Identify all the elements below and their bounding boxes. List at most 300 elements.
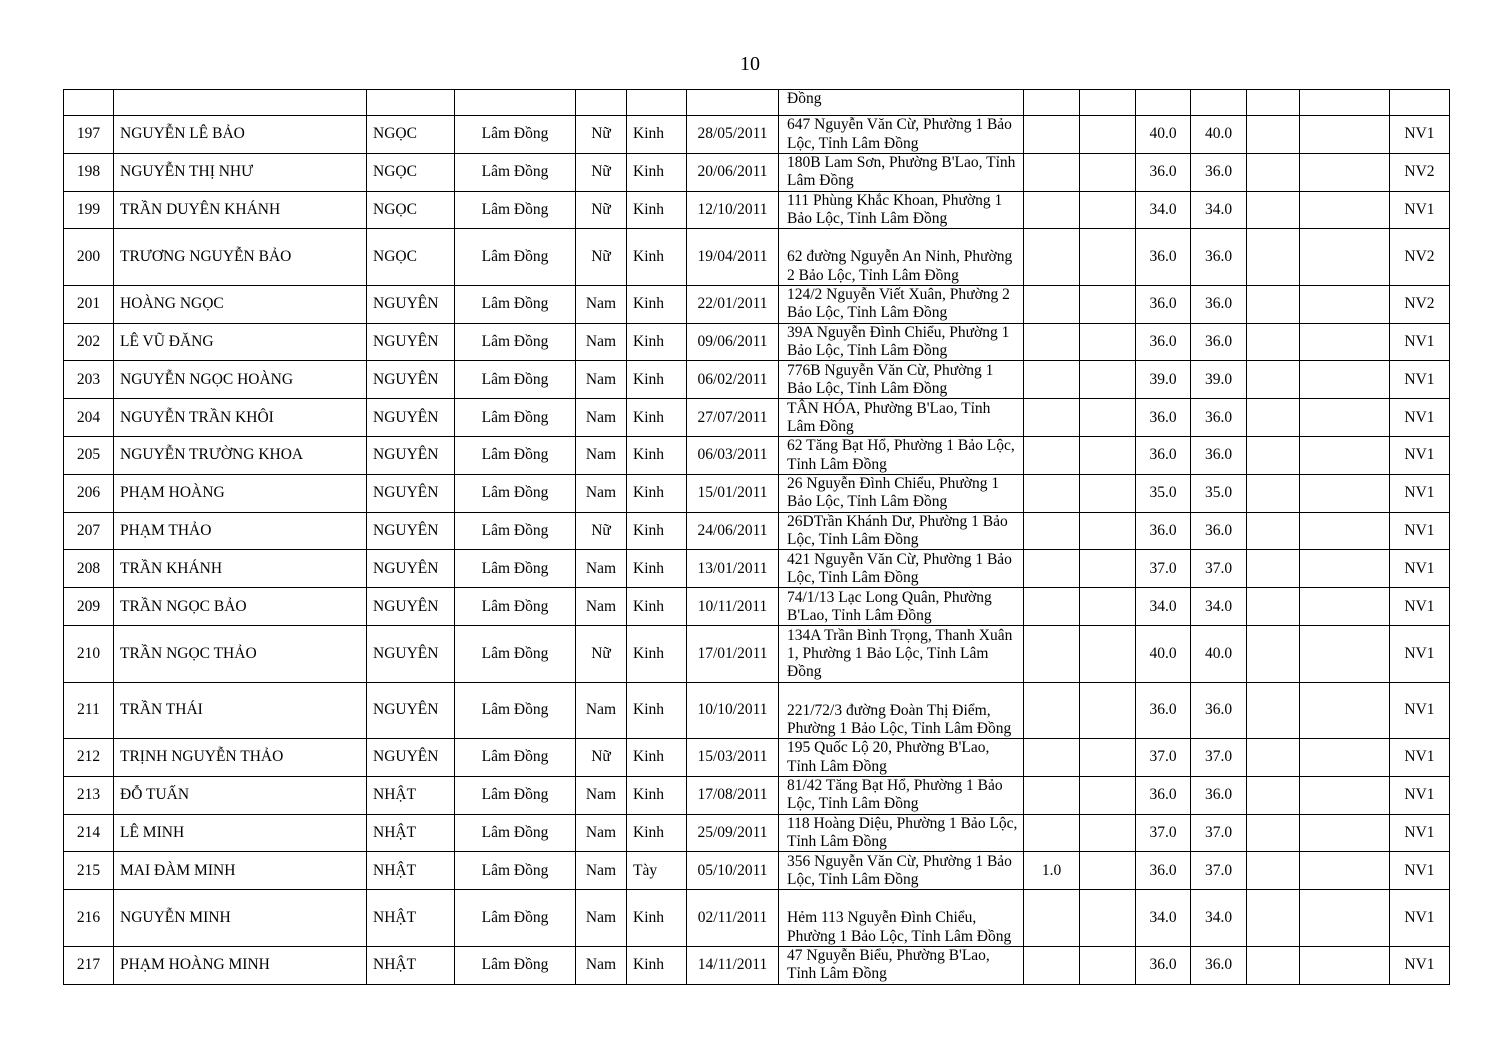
cell-stt: 211 [64, 682, 114, 739]
cell-given-name: NGUYÊN [367, 474, 455, 512]
cell-stt: 207 [64, 512, 114, 550]
cell-bonus-points [1080, 285, 1136, 323]
cell-family-name: LÊ VŨ ĐĂNG [114, 323, 367, 361]
cell-stt: 203 [64, 361, 114, 399]
cell-bonus-points [1080, 739, 1136, 777]
cell-preference: NV1 [1390, 890, 1450, 947]
cell-gender: Nam [576, 361, 627, 399]
cell-empty [1136, 90, 1191, 116]
cell-total: 40.0 [1191, 626, 1247, 683]
cell-empty [1390, 90, 1450, 116]
cell-given-name: NGUYÊN [367, 399, 455, 437]
cell-preference: NV1 [1390, 437, 1450, 475]
cell-stt: 212 [64, 739, 114, 777]
cell-preference: NV1 [1390, 550, 1450, 588]
cell-birth-date: 27/07/2011 [687, 399, 779, 437]
cell-bonus-points [1080, 626, 1136, 683]
cell-extra-1 [1247, 399, 1300, 437]
cell-preference: NV1 [1390, 588, 1450, 626]
cell-preference: NV2 [1390, 285, 1450, 323]
cell-birthplace: Lâm Đồng [455, 512, 576, 550]
cell-ethnicity: Kinh [627, 739, 687, 777]
cell-score: 34.0 [1136, 588, 1191, 626]
cell-empty [1300, 90, 1390, 116]
cell-bonus-points [1080, 229, 1136, 286]
cell-extra-2 [1300, 116, 1390, 154]
cell-ethnicity: Kinh [627, 153, 687, 191]
cell-score: 39.0 [1136, 361, 1191, 399]
cell-extra-2 [1300, 399, 1390, 437]
cell-bonus-points [1080, 474, 1136, 512]
cell-address: 47 Nguyễn Biểu, Phường B'Lao, Tỉnh Lâm Đồng [779, 946, 1024, 984]
cell-stt: 215 [64, 852, 114, 890]
cell-extra-2 [1300, 323, 1390, 361]
cell-birthplace: Lâm Đồng [455, 191, 576, 229]
cell-priority-points [1024, 588, 1080, 626]
cell-empty [367, 90, 455, 116]
cell-score: 36.0 [1136, 399, 1191, 437]
cell-given-name: NGUYÊN [367, 682, 455, 739]
cell-extra-1 [1247, 739, 1300, 777]
cell-extra-1 [1247, 626, 1300, 683]
cell-bonus-points [1080, 852, 1136, 890]
cell-birth-date: 22/01/2011 [687, 285, 779, 323]
cell-birthplace: Lâm Đồng [455, 153, 576, 191]
cell-birthplace: Lâm Đồng [455, 588, 576, 626]
cell-score: 36.0 [1136, 153, 1191, 191]
cell-gender: Nam [576, 323, 627, 361]
cell-birthplace: Lâm Đồng [455, 682, 576, 739]
table-row [64, 323, 1450, 361]
cell-total: 34.0 [1191, 890, 1247, 947]
cell-priority-points [1024, 153, 1080, 191]
cell-total: 36.0 [1191, 323, 1247, 361]
cell-extra-2 [1300, 437, 1390, 475]
cell-stt: 202 [64, 323, 114, 361]
cell-bonus-points [1080, 512, 1136, 550]
cell-gender: Nữ [576, 153, 627, 191]
cell-total: 36.0 [1191, 285, 1247, 323]
cell-stt: 197 [64, 116, 114, 154]
cell-ethnicity: Kinh [627, 588, 687, 626]
cell-extra-2 [1300, 474, 1390, 512]
cell-total: 36.0 [1191, 437, 1247, 475]
cell-given-name: NGUYÊN [367, 739, 455, 777]
cell-ethnicity: Kinh [627, 626, 687, 683]
cell-score: 37.0 [1136, 814, 1191, 852]
cell-total: 36.0 [1191, 399, 1247, 437]
cell-bonus-points [1080, 361, 1136, 399]
cell-birth-date: 06/03/2011 [687, 437, 779, 475]
cell-stt: 210 [64, 626, 114, 683]
cell-preference: NV1 [1390, 626, 1450, 683]
cell-family-name: ĐỖ TUẤN [114, 776, 367, 814]
cell-score: 36.0 [1136, 946, 1191, 984]
cell-score: 36.0 [1136, 776, 1191, 814]
cell-birthplace: Lâm Đồng [455, 361, 576, 399]
cell-priority-points [1024, 474, 1080, 512]
cell-family-name: TRẦN KHÁNH [114, 550, 367, 588]
cell-family-name: PHẠM HOÀNG MINH [114, 946, 367, 984]
cell-priority-points [1024, 323, 1080, 361]
cell-total: 36.0 [1191, 776, 1247, 814]
cell-empty [455, 90, 576, 116]
cell-bonus-points [1080, 550, 1136, 588]
table-row [64, 814, 1450, 852]
cell-total: 36.0 [1191, 153, 1247, 191]
cell-given-name: NGUYÊN [367, 437, 455, 475]
cell-birthplace: Lâm Đồng [455, 323, 576, 361]
cell-given-name: NHẬT [367, 814, 455, 852]
cell-preference: NV1 [1390, 323, 1450, 361]
cell-birthplace: Lâm Đồng [455, 852, 576, 890]
cell-address: 74/1/13 Lạc Long Quân, Phường B'Lao, Tỉnh Lâm Đồng [779, 588, 1024, 626]
cell-gender: Nam [576, 285, 627, 323]
cell-preference: NV1 [1390, 399, 1450, 437]
cell-stt: 206 [64, 474, 114, 512]
cell-birthplace: Lâm Đồng [455, 399, 576, 437]
cell-ethnicity: Kinh [627, 890, 687, 947]
cell-extra-1 [1247, 588, 1300, 626]
cell-extra-2 [1300, 191, 1390, 229]
cell-birth-date: 09/06/2011 [687, 323, 779, 361]
cell-priority-points [1024, 437, 1080, 475]
cell-birthplace: Lâm Đồng [455, 550, 576, 588]
cell-extra-2 [1300, 946, 1390, 984]
cell-extra-2 [1300, 153, 1390, 191]
cell-birth-date: 05/10/2011 [687, 852, 779, 890]
cell-stt: 201 [64, 285, 114, 323]
cell-extra-2 [1300, 682, 1390, 739]
cell-ethnicity: Kinh [627, 814, 687, 852]
cell-ethnicity: Kinh [627, 229, 687, 286]
cell-stt: 199 [64, 191, 114, 229]
table-row [64, 437, 1450, 475]
cell-gender: Nam [576, 682, 627, 739]
cell-birth-date: 20/06/2011 [687, 153, 779, 191]
table-row [64, 399, 1450, 437]
cell-address: 180B Lam Sơn, Phường B'Lao, Tỉnh Lâm Đồng [779, 153, 1024, 191]
cell-family-name: MAI ĐÀM MINH [114, 852, 367, 890]
cell-given-name: NGUYÊN [367, 361, 455, 399]
cell-extra-1 [1247, 512, 1300, 550]
cell-family-name: TRẦN NGỌC BẢO [114, 588, 367, 626]
page-number: 10 [740, 53, 760, 75]
cell-priority-points [1024, 890, 1080, 947]
cell-priority-points [1024, 550, 1080, 588]
cell-score: 40.0 [1136, 626, 1191, 683]
cell-ethnicity: Kinh [627, 437, 687, 475]
cell-birth-date: 13/01/2011 [687, 550, 779, 588]
cell-birth-date: 28/05/2011 [687, 116, 779, 154]
cell-birth-date: 19/04/2011 [687, 229, 779, 286]
cell-gender: Nữ [576, 626, 627, 683]
cell-family-name: TRỊNH NGUYỄN THẢO [114, 739, 367, 777]
cell-empty [576, 90, 627, 116]
cell-birthplace: Lâm Đồng [455, 946, 576, 984]
cell-gender: Nam [576, 474, 627, 512]
cell-address: 647 Nguyễn Văn Cừ, Phường 1 Bảo Lộc, Tỉnh Lâm Đồng [779, 116, 1024, 154]
cell-birth-date: 15/01/2011 [687, 474, 779, 512]
cell-address: 221/72/3 đường Đoàn Thị Điểm, Phường 1 Bảo Lộc, Tỉnh Lâm Đồng [779, 682, 1024, 739]
cell-priority-points [1024, 682, 1080, 739]
cell-family-name: TRẦN NGỌC THẢO [114, 626, 367, 683]
cell-address: 111 Phùng Khắc Khoan, Phường 1 Bảo Lộc, Tỉnh Lâm Đồng [779, 191, 1024, 229]
cell-score: 36.0 [1136, 437, 1191, 475]
cell-extra-2 [1300, 550, 1390, 588]
cell-extra-1 [1247, 191, 1300, 229]
cell-empty [114, 90, 367, 116]
cell-extra-1 [1247, 890, 1300, 947]
cell-extra-1 [1247, 814, 1300, 852]
cell-preference: NV1 [1390, 474, 1450, 512]
cell-extra-1 [1247, 323, 1300, 361]
table-row [64, 361, 1450, 399]
cell-extra-2 [1300, 285, 1390, 323]
cell-priority-points [1024, 946, 1080, 984]
cell-total: 36.0 [1191, 229, 1247, 286]
cell-preference: NV1 [1390, 682, 1450, 739]
cell-stt: 217 [64, 946, 114, 984]
cell-address: TÂN HÓA, Phường B'Lao, Tỉnh Lâm Đồng [779, 399, 1024, 437]
cell-given-name: NGUYÊN [367, 285, 455, 323]
cell-preference: NV1 [1390, 512, 1450, 550]
cell-ethnicity: Tày [627, 852, 687, 890]
cell-address: 776B Nguyễn Văn Cừ, Phường 1 Bảo Lộc, Tỉnh Lâm Đồng [779, 361, 1024, 399]
cell-address-continued: Đồng [779, 90, 1024, 116]
cell-priority-points [1024, 739, 1080, 777]
cell-empty [627, 90, 687, 116]
cell-birth-date: 17/01/2011 [687, 626, 779, 683]
cell-family-name: NGUYỄN MINH [114, 890, 367, 947]
cell-given-name: NGUYÊN [367, 588, 455, 626]
cell-total: 40.0 [1191, 116, 1247, 154]
cell-gender: Nữ [576, 116, 627, 154]
cell-priority-points [1024, 116, 1080, 154]
cell-extra-1 [1247, 682, 1300, 739]
cell-gender: Nam [576, 890, 627, 947]
cell-given-name: NGUYÊN [367, 626, 455, 683]
cell-address: 81/42 Tăng Bạt Hổ, Phường 1 Bảo Lộc, Tỉnh Lâm Đồng [779, 776, 1024, 814]
cell-family-name: NGUYỄN THỊ NHƯ [114, 153, 367, 191]
cell-given-name: NHẬT [367, 890, 455, 947]
cell-birth-date: 06/02/2011 [687, 361, 779, 399]
cell-priority-points [1024, 229, 1080, 286]
cell-stt: 200 [64, 229, 114, 286]
cell-family-name: NGUYỄN TRẦN KHÔI [114, 399, 367, 437]
cell-gender: Nữ [576, 191, 627, 229]
cell-gender: Nam [576, 946, 627, 984]
cell-gender: Nam [576, 550, 627, 588]
cell-preference: NV1 [1390, 191, 1450, 229]
cell-bonus-points [1080, 814, 1136, 852]
table-row [64, 550, 1450, 588]
cell-extra-1 [1247, 361, 1300, 399]
table-row-continued [64, 90, 1450, 116]
cell-family-name: TRẦN THÁI [114, 682, 367, 739]
cell-priority-points [1024, 814, 1080, 852]
cell-extra-1 [1247, 285, 1300, 323]
cell-bonus-points [1080, 116, 1136, 154]
cell-address: 26 Nguyễn Đình Chiểu, Phường 1 Bảo Lộc, Tỉnh Lâm Đồng [779, 474, 1024, 512]
cell-total: 36.0 [1191, 682, 1247, 739]
cell-stt: 205 [64, 437, 114, 475]
cell-ethnicity: Kinh [627, 116, 687, 154]
cell-extra-1 [1247, 776, 1300, 814]
cell-bonus-points [1080, 776, 1136, 814]
cell-extra-1 [1247, 852, 1300, 890]
cell-ethnicity: Kinh [627, 512, 687, 550]
cell-stt: 213 [64, 776, 114, 814]
cell-priority-points [1024, 776, 1080, 814]
cell-priority-points [1024, 285, 1080, 323]
cell-bonus-points [1080, 437, 1136, 475]
cell-bonus-points [1080, 682, 1136, 739]
cell-ethnicity: Kinh [627, 682, 687, 739]
cell-bonus-points [1080, 323, 1136, 361]
cell-birthplace: Lâm Đồng [455, 285, 576, 323]
cell-extra-2 [1300, 626, 1390, 683]
cell-stt: 214 [64, 814, 114, 852]
table-row [64, 285, 1450, 323]
cell-ethnicity: Kinh [627, 323, 687, 361]
cell-priority-points [1024, 512, 1080, 550]
cell-preference: NV1 [1390, 739, 1450, 777]
cell-family-name: NGUYỄN LÊ BẢO [114, 116, 367, 154]
cell-stt: 204 [64, 399, 114, 437]
cell-extra-2 [1300, 229, 1390, 286]
cell-gender: Nữ [576, 739, 627, 777]
cell-address: 62 Tăng Bạt Hổ, Phường 1 Bảo Lộc, Tỉnh Lâm Đồng [779, 437, 1024, 475]
cell-birthplace: Lâm Đồng [455, 474, 576, 512]
cell-priority-points [1024, 399, 1080, 437]
cell-score: 36.0 [1136, 682, 1191, 739]
cell-bonus-points [1080, 399, 1136, 437]
cell-bonus-points [1080, 191, 1136, 229]
cell-ethnicity: Kinh [627, 474, 687, 512]
cell-gender: Nam [576, 852, 627, 890]
cell-total: 39.0 [1191, 361, 1247, 399]
table-row [64, 739, 1450, 777]
cell-total: 37.0 [1191, 852, 1247, 890]
cell-address: 421 Nguyễn Văn Cừ, Phường 1 Bảo Lộc, Tỉnh Lâm Đồng [779, 550, 1024, 588]
cell-ethnicity: Kinh [627, 191, 687, 229]
cell-score: 36.0 [1136, 323, 1191, 361]
cell-empty [687, 90, 779, 116]
cell-extra-1 [1247, 116, 1300, 154]
cell-birthplace: Lâm Đồng [455, 776, 576, 814]
table-row [64, 191, 1450, 229]
cell-total: 36.0 [1191, 512, 1247, 550]
cell-total: 34.0 [1191, 191, 1247, 229]
cell-bonus-points [1080, 588, 1136, 626]
cell-score: 36.0 [1136, 852, 1191, 890]
cell-extra-2 [1300, 776, 1390, 814]
cell-total: 34.0 [1191, 588, 1247, 626]
cell-gender: Nữ [576, 512, 627, 550]
cell-extra-2 [1300, 588, 1390, 626]
cell-birthplace: Lâm Đồng [455, 626, 576, 683]
cell-family-name: TRẦN DUYÊN KHÁNH [114, 191, 367, 229]
table-row [64, 512, 1450, 550]
cell-address: 134A Trần Bình Trọng, Thanh Xuân 1, Phường 1 Bảo Lộc, Tỉnh Lâm Đồng [779, 626, 1024, 683]
cell-score: 36.0 [1136, 512, 1191, 550]
cell-empty [1080, 90, 1136, 116]
cell-family-name: NGUYỄN NGỌC HOÀNG [114, 361, 367, 399]
cell-empty [1024, 90, 1080, 116]
cell-score: 36.0 [1136, 285, 1191, 323]
cell-gender: Nam [576, 814, 627, 852]
cell-address: 62 đường Nguyễn An Ninh, Phường 2 Bảo Lộc, Tỉnh Lâm Đồng [779, 229, 1024, 286]
cell-family-name: HOÀNG NGỌC [114, 285, 367, 323]
cell-stt: 198 [64, 153, 114, 191]
cell-total: 37.0 [1191, 739, 1247, 777]
cell-extra-1 [1247, 550, 1300, 588]
cell-ethnicity: Kinh [627, 776, 687, 814]
cell-total: 37.0 [1191, 814, 1247, 852]
cell-birthplace: Lâm Đồng [455, 814, 576, 852]
cell-gender: Nam [576, 399, 627, 437]
cell-given-name: NGUYÊN [367, 550, 455, 588]
cell-preference: NV2 [1390, 229, 1450, 286]
cell-birth-date: 12/10/2011 [687, 191, 779, 229]
table-row [64, 229, 1450, 286]
cell-ethnicity: Kinh [627, 285, 687, 323]
cell-birth-date: 02/11/2011 [687, 890, 779, 947]
cell-ethnicity: Kinh [627, 399, 687, 437]
cell-bonus-points [1080, 890, 1136, 947]
cell-preference: NV1 [1390, 361, 1450, 399]
cell-score: 40.0 [1136, 116, 1191, 154]
cell-total: 35.0 [1191, 474, 1247, 512]
cell-priority-points [1024, 191, 1080, 229]
cell-given-name: NGỌC [367, 116, 455, 154]
cell-extra-1 [1247, 437, 1300, 475]
cell-family-name: PHẠM THẢO [114, 512, 367, 550]
cell-given-name: NHẬT [367, 946, 455, 984]
cell-family-name: LÊ MINH [114, 814, 367, 852]
cell-preference: NV1 [1390, 116, 1450, 154]
cell-birth-date: 14/11/2011 [687, 946, 779, 984]
cell-gender: Nam [576, 437, 627, 475]
table-row [64, 588, 1450, 626]
cell-given-name: NGUYÊN [367, 512, 455, 550]
cell-extra-1 [1247, 474, 1300, 512]
cell-address: 118 Hoàng Diệu, Phường 1 Bảo Lộc, Tỉnh Lâm Đồng [779, 814, 1024, 852]
cell-score: 35.0 [1136, 474, 1191, 512]
cell-extra-2 [1300, 890, 1390, 947]
cell-ethnicity: Kinh [627, 550, 687, 588]
cell-priority-points [1024, 361, 1080, 399]
table-row [64, 116, 1450, 154]
cell-extra-1 [1247, 946, 1300, 984]
cell-gender: Nữ [576, 229, 627, 286]
table-row [64, 474, 1450, 512]
cell-preference: NV1 [1390, 852, 1450, 890]
cell-gender: Nam [576, 776, 627, 814]
cell-birth-date: 15/03/2011 [687, 739, 779, 777]
cell-birthplace: Lâm Đồng [455, 116, 576, 154]
cell-address: Hẻm 113 Nguyễn Đình Chiểu, Phường 1 Bảo Lộc, Tỉnh Lâm Đồng [779, 890, 1024, 947]
cell-preference: NV1 [1390, 814, 1450, 852]
table-row [64, 682, 1450, 739]
cell-extra-2 [1300, 852, 1390, 890]
cell-preference: NV2 [1390, 153, 1450, 191]
cell-birth-date: 25/09/2011 [687, 814, 779, 852]
cell-birth-date: 10/10/2011 [687, 682, 779, 739]
cell-given-name: NGUYÊN [367, 323, 455, 361]
table-row [64, 890, 1450, 947]
